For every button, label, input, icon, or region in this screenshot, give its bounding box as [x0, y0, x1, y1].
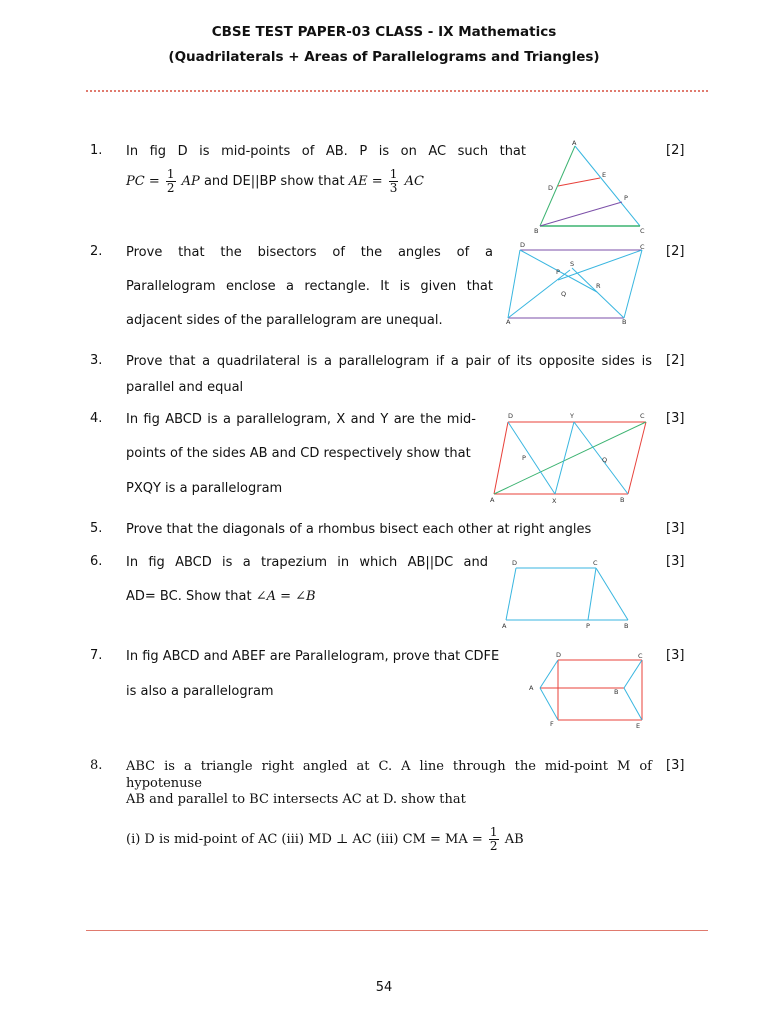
question-text: Prove that the diagonals of a rhombus bisect each other at right angles — [126, 522, 592, 537]
svg-text:P: P — [556, 268, 560, 276]
svg-text:C: C — [640, 412, 645, 420]
svg-text:F: F — [550, 720, 554, 728]
question-number: 7. — [90, 648, 103, 663]
svg-text:Y: Y — [570, 412, 574, 420]
question-text: In fig ABCD is a trapezium in which AB||DC and — [126, 555, 488, 570]
svg-text:P: P — [586, 622, 590, 630]
question-text: AD= BC. Show that ∠A = ∠B — [126, 589, 316, 604]
question-text: AB and parallel to BC intersects AC at D. show that — [126, 792, 466, 807]
svg-text:Q: Q — [561, 290, 567, 298]
question-number: 3. — [90, 353, 103, 368]
svg-text:C: C — [638, 652, 643, 660]
svg-text:A: A — [506, 318, 511, 326]
question-text: is also a parallelogram — [126, 684, 274, 699]
svg-text:R: R — [596, 282, 601, 290]
question-text: parallel and equal — [126, 380, 244, 395]
question-text: In fig ABCD and ABEF are Parallelogram, prove that CDFE — [126, 649, 500, 664]
figure-triangle-q1 — [530, 140, 650, 235]
question-text: In fig D is mid-points of AB. P is on AC such that — [126, 144, 526, 159]
question-text: points of the sides AB and CD respectively show that — [126, 446, 471, 461]
svg-text:C: C — [640, 243, 645, 251]
svg-text:A: A — [572, 139, 577, 147]
footer-divider — [86, 930, 708, 931]
svg-text:P: P — [624, 194, 628, 202]
question-number: 4. — [90, 411, 103, 426]
question-text: Parallelogram enclose a rectangle. It is given that — [126, 279, 493, 294]
page-number: 54 — [375, 980, 393, 995]
svg-text:Q: Q — [602, 456, 608, 464]
question-number: 1. — [90, 143, 103, 158]
question-text: In fig ABCD is a parallelogram, X and Y are the mid- — [126, 412, 476, 427]
figure-parallelogram-q4 — [488, 408, 658, 508]
paper-subtitle: (Quadrilaterals + Areas of Parallelograms and Triangles) — [168, 49, 600, 65]
question-text: ABC is a triangle right angled at C. A line through the mid-point M of hypotenuse — [126, 759, 652, 791]
question-math-line: (i) D is mid-point of AC (iii) MD ⊥ AC (iii) CM = MA = $\frac{1}{2}$ AB — [126, 825, 524, 853]
question-text: Prove that the bisectors of the angles of a — [126, 245, 493, 260]
question-text: adjacent sides of the parallelogram are unequal. — [126, 313, 443, 328]
svg-text:C: C — [640, 227, 645, 235]
svg-text:S: S — [570, 260, 575, 268]
figure-trapezium-q6 — [500, 558, 640, 630]
question-number: 5. — [90, 521, 103, 536]
svg-text:A: A — [529, 684, 534, 692]
marks-badge: [2] — [666, 143, 685, 158]
svg-text:A: A — [502, 622, 507, 630]
marks-badge: [3] — [666, 521, 685, 536]
question-text: Prove that a quadrilateral is a parallelogram if a pair of its opposite sides is — [126, 354, 652, 369]
svg-text:B: B — [620, 496, 625, 504]
figure-parallelogram-q2 — [502, 240, 662, 328]
marks-badge: [3] — [666, 648, 685, 663]
marks-badge: [3] — [666, 554, 685, 569]
figure-parallelograms-q7 — [526, 648, 654, 730]
question-text: PXQY is a parallelogram — [126, 481, 283, 496]
svg-text:D: D — [508, 412, 514, 420]
question-number: 6. — [90, 554, 103, 569]
marks-badge: [2] — [666, 244, 685, 259]
question-number: 2. — [90, 244, 103, 259]
svg-text:B: B — [624, 622, 629, 630]
question-math-line: PC = $\frac{1}{2}$ AP and DE||BP show that AE = $\frac{1}{3}$ AC — [126, 167, 424, 195]
marks-badge: [2] — [666, 353, 685, 368]
marks-badge: [3] — [666, 758, 685, 773]
svg-text:D: D — [548, 184, 554, 192]
svg-text:E: E — [636, 722, 641, 730]
question-number: 8. — [90, 758, 103, 773]
svg-text:D: D — [556, 651, 562, 659]
header-divider — [86, 90, 708, 92]
svg-text:C: C — [593, 559, 598, 567]
svg-text:D: D — [512, 559, 518, 567]
svg-text:P: P — [522, 454, 526, 462]
svg-text:E: E — [602, 171, 607, 179]
svg-text:B: B — [622, 318, 627, 326]
svg-text:X: X — [552, 497, 557, 505]
svg-text:B: B — [614, 688, 619, 696]
svg-text:D: D — [520, 241, 526, 249]
svg-text:B: B — [534, 227, 539, 235]
svg-text:A: A — [490, 496, 495, 504]
marks-badge: [3] — [666, 411, 685, 426]
paper-title: CBSE TEST PAPER-03 CLASS - IX Mathematics — [211, 24, 557, 40]
